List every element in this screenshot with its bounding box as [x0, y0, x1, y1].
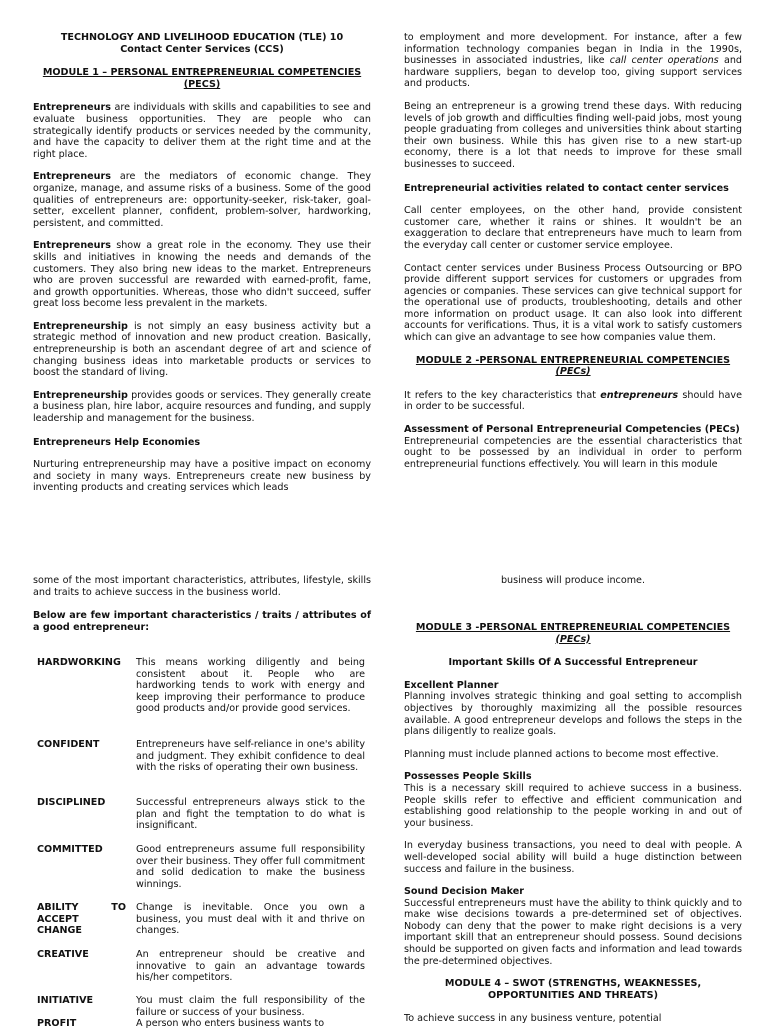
term: Entrepreneurs — [33, 240, 111, 252]
module3-line2: (PECs) — [555, 633, 591, 645]
trait-description: This means working diligently and being consistent about it. People who are hardworking tends to work with energy and keep improving their performance to produce good products and/or provide good services. — [136, 657, 365, 715]
paragraph-continued: some of the most important characteristics, attributes, lifestyle, skills and traits to achieve success in the business world. — [33, 575, 371, 598]
trait-label: CREATIVE — [37, 949, 89, 960]
term: Entrepreneurs — [33, 102, 111, 114]
paragraph-text: to employment and more development. For instance, after a few information technology companies began in India in the 1990s, businesses in associated industries, like — [404, 32, 742, 67]
paragraph-people-skills-2: In everyday business transactions, you need to deal with people. A well-developed social ability will build a huge distinction between success and failure in the business. — [404, 840, 742, 875]
trait-label: ABILITY TO ACCEPT CHANGE — [37, 902, 126, 937]
paragraph-growing-trend: Being an entrepreneur is a growing trend these days. With reducing levels of job growth and difficulties finding well-paid jobs, most young people graduating from colleges and universities think about starting their own business. While this has given rise to a new start-up economy, there is a lot that needs to improve for these small businesses to succeed. — [404, 100, 742, 170]
paragraph-planning: Planning involves strategic thinking and goal setting to accomplish objectives by thoroughly maximizing all the possible resources available. A good entrepreneur develops and follows the steps in the plans diligently to realize goals. — [404, 691, 742, 738]
bold-italic-term: entrepreneurs — [600, 389, 679, 401]
paragraph-text: are the mediators of economic change. They organize, manage, and assume risks of a business. Some of the good qualities of entrepreneurs are: opportunity-seeker, risk-taker, goal-setter, excellent planner, confident, problem-solver, hardworking, persistent, and committed. — [33, 171, 371, 229]
trait-label: COMMITTED — [37, 844, 103, 855]
paragraph-employment — [404, 32, 742, 90]
doc-title: TECHNOLOGY AND LIVELIHOOD EDUCATION (TLE) 10 — [60, 32, 344, 43]
paragraph-entrepreneurs-3 — [33, 240, 371, 310]
trait-description: You must claim the full responsibility of the failure or success of your business. — [136, 995, 365, 1018]
paragraph-call-center: Call center employees, on the other hand, provide consistent customer care, whether it rains or shines. It wouldn't be an exaggeration to declare that entrepreneurs have much to learn from the everyday call center or customer service employee. — [404, 205, 742, 251]
heading-below-traits: Below are few important characteristics / traits / attributes of a good entrepreneur: — [33, 610, 371, 633]
module2-heading — [404, 355, 742, 378]
trait-label: CONFIDENT — [37, 739, 100, 750]
heading-people-skills: Possesses People Skills — [404, 771, 532, 783]
heading-activities: Entrepreneurial activities related to contact center services — [404, 182, 729, 194]
paragraph-income: business will produce income. — [500, 575, 646, 586]
paragraph-people-skills: This is a necessary skill required to achieve success in a business. People skills refer to effective and efficient communication and establishing good relationship to the people working in and out of your business. — [404, 782, 742, 829]
paragraph-entrepreneurship-2 — [33, 390, 371, 425]
heading-important-skills: Important Skills Of A Successful Entrepreneur — [448, 657, 698, 669]
page1-left-column — [33, 32, 371, 494]
heading-help-economies: Entrepreneurs Help Economies — [33, 436, 201, 448]
paragraph-text: and hardware suppliers, began to develop too, giving support services and products. — [404, 55, 742, 90]
module1-heading: MODULE 1 – PERSONAL ENTREPRENEURIAL COMPETENCIES (PECS) — [42, 67, 362, 90]
paragraph-entrepreneurs-1 — [33, 102, 371, 160]
italic-text: call center operations — [609, 55, 719, 67]
paragraph-contact-center: Contact center services under Business Process Outsourcing or BPO provide different support services for customers or upgrades from agencies or companies. These services can give technical support for the operational use of products, troubleshooting, details and other more information on product usage. It can also look into different accounts for verifications. Thus, it is a vital work to satisfy customers which can give an advantage to see how companies value them. — [404, 262, 742, 344]
heading-excellent-planner: Excellent Planner — [404, 679, 499, 691]
trait-description: An entrepreneur should be creative and innovative to gain an advantage towards his/her competitors. — [136, 949, 365, 984]
trait-label: PROFIT — [37, 1018, 77, 1029]
paragraph-key-characteristics — [404, 390, 742, 413]
paragraph-text: It refers to the key characteristics that — [404, 389, 601, 401]
trait-description: Entrepreneurs have self-reliance in one's ability and judgment. They exhibit confidence to deal with the risks of operating their own business. — [136, 739, 365, 774]
page2-right-column — [404, 622, 742, 1025]
module3-heading — [404, 622, 742, 645]
paragraph-entrepreneurs-2 — [33, 171, 371, 229]
trait-description: A person who enters business wants to — [136, 1018, 325, 1029]
paragraph-text: are individuals with skills and capabilities to see and evaluate business opportunities. They are people who can strategically identify products or services needed by the community, and have the capacity to deliver them at the right time and at the right place. — [33, 102, 371, 160]
paragraph-decision: Successful entrepreneurs must have the ability to think quickly and to make wise decisions towards a pre-determined set of objectives. Nobody can deny that the power to make right decisions is a very important skill that an entrepreneur should possess. Sound decisions should be supported on given facts and information and lead towards the pre-determined objectives. — [404, 897, 742, 967]
trait-label: INITIATIVE — [37, 995, 94, 1006]
term: Entrepreneurs — [33, 171, 111, 183]
trait-label: HARDWORKING — [37, 657, 121, 668]
module2-line1: MODULE 2 -PERSONAL ENTREPRENEURIAL COMPETENCIES — [415, 354, 731, 366]
paragraph-text: is not simply an easy business activity but a strategic method of innovation and new product creation. Basically, entrepreneurship is both an ascendant degree of art and science of changing business ideas into marketable products or services to boost the standard of living. — [33, 320, 371, 379]
module2-line2: (PECs) — [555, 366, 591, 378]
heading-assessment: Assessment of Personal Entrepreneurial Competencies (PECs) — [404, 424, 740, 436]
paragraph-text: show a great role in the economy. They use their skills and initiatives in knowing the needs and demands of the customers. They also bring new ideas to the market. Entrepreneurs who are proven successful are rewarded with earned-profit, fame, and growth opportunities. Whereas, those who didn't succeed, suffer great loss become less prevalent in the markets. — [33, 240, 371, 310]
trait-description: Successful entrepreneurs always stick to the plan and fight the temptation to do what is insignificant. — [136, 797, 365, 832]
doc-subtitle: Contact Center Services (CCS) — [120, 43, 284, 55]
term: Entrepreneurship — [33, 320, 128, 332]
trait-label: DISCIPLINED — [37, 797, 106, 808]
heading-decision-maker: Sound Decision Maker — [404, 886, 524, 898]
module4-heading: MODULE 4 – SWOT (STRENGTHS, WEAKNESSES, OPPORTUNITIES AND THREATS) — [444, 978, 702, 1001]
paragraph-competencies: Entrepreneurial competencies are the essential characteristics that ought to be possessed by an individual in order to perform entrepreneurial functions effectively. You will learn in this module — [404, 435, 742, 470]
paragraph-text: should have in order to be successful. — [404, 389, 742, 413]
paragraph-entrepreneurship-1 — [33, 321, 371, 379]
paragraph-planning-2: Planning must include planned actions to become most effective. — [404, 748, 719, 760]
term: Entrepreneurship — [33, 389, 128, 401]
trait-description: Change is inevitable. Once you own a business, you must deal with it and thrive on changes. — [136, 902, 365, 937]
paragraph-success: To achieve success in any business venture, potential — [404, 1013, 662, 1025]
module3-line1: MODULE 3 -PERSONAL ENTREPRENEURIAL COMPETENCIES — [415, 622, 731, 633]
paragraph-nurturing: Nurturing entrepreneurship may have a positive impact on economy and society in many ways. Entrepreneurs create new business by inventing products and creating services which leads — [33, 459, 371, 494]
paragraph-text: provides goods or services. They generally create a business plan, hire labor, acquire resources and funding, and supply leadership and management for the business. — [33, 389, 371, 425]
page1-right-column — [404, 32, 742, 470]
trait-description: Good entrepreneurs assume full responsibility over their business. They offer full commitment and solid dedication to make the business winnings. — [136, 844, 365, 890]
